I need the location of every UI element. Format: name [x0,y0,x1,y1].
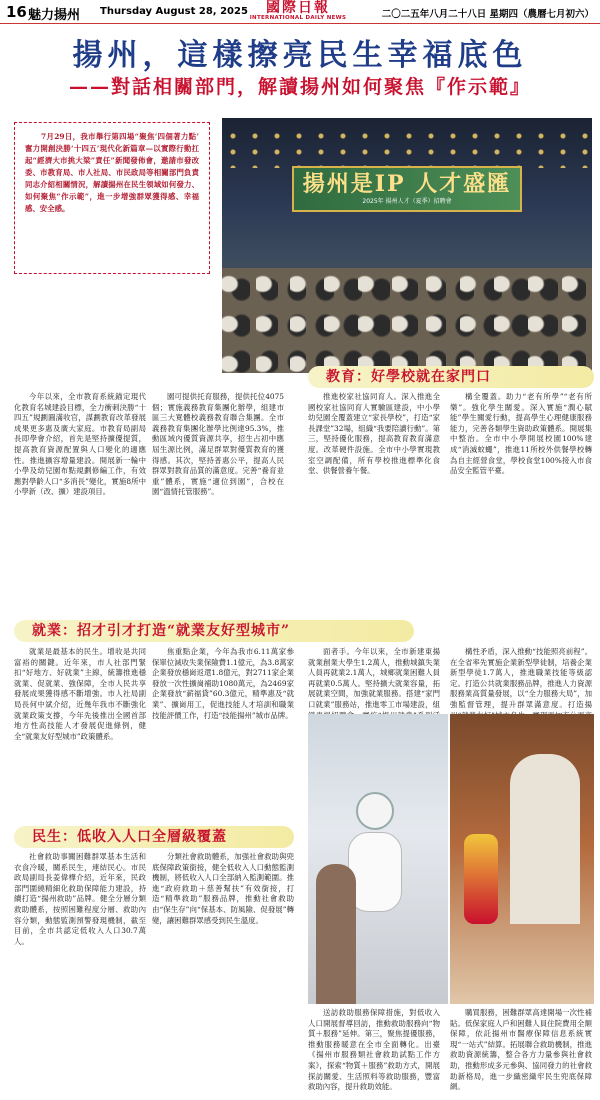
date-english: Thursday August 28, 2025 [100,6,248,17]
education-column-4 [450,392,592,614]
intro-text: 7月29日，我市舉行第四場“聚焦‘四個著力點’ 奮力開創決勝‘十四五’現代化新篇章—以實際行動扛起“經濟大市挑大梁”責任”新聞發佈會，邀請市發改委、市教育局、市人社局、市民政局等相關部門負責同志介紹相關情況，解讀揚州在民生領域如何發力、如何聚焦“作示範”，進一步增強群眾獲得感、幸福感、安全感。 [25,132,199,213]
robot-body [348,832,402,912]
livelihood-text-4: 購買服務，困難群眾高達開場一次性補貼。低保家庭人戶和困難人員住院費用全額保障，依託揚州市醫療保障信息系統實現“一站式”結算。拓展聯合救助機制，推進救助資源統籌，整合各方力量參與社會救助，推動形成多元參與、協同發力的社會救助新格局，進一步織密織牢民生兜底保障網。 [450,1008,592,1092]
livelihood-text-2: 分類社會救助體系，加强社會救助與兜底保障政策銜接，健全低收入人口動態監測機制，將低收入人口全部納入監測範圍。推進“政府救助＋慈善幫扶”有效銜接，打造“精準救助”服務品牌，推動社會救助由“保生存”向“保基本、防風險、促發展”轉變，讓困難群眾感受到民生溫度。 [152,852,294,925]
child-figure [316,864,356,1004]
employment-text-4: 構性矛盾，深入推動“技能照亮前程”。在全省率先實施企業新型學徒制，培養企業新型學徒1.7萬人，推進職業技能等級認定。打造公共就業服務品牌，推進人力資源服務業高質量發展，以“全力服務大局”，加強監督管理，提升群眾滿意度。打造揚 [450,647,592,709]
education-text-4: 構全覆蓋。助力“老有所學”“老有所樂”。強化學生關愛。深入實施“潤心賦能”學生關愛行動，提高學生心理健康服務能力，完善各類學生資助政策體系。開展集中整治。全市中小學開展校園100%建成“消滅蚊蠅”，推進11所校外供餐學校轉為自主經營食堂，學校食堂100%接入市食品安全監管平臺。 [450,392,592,476]
employment-text-3: 面者手。今年以來，全市新建東揚就業創業大學生1.2萬人，推動城鎮失業人員再就業2.1萬人，城鄉就業困難人員再就業0.5萬人。堅持擴大就業容量，拓展就業空間，加強就業服務。搭建“家門口就業”服務站，推進零工市場建設，組 [308,647,440,709]
employment-column-3 [308,647,440,709]
education-column-1 [14,392,146,614]
livelihood-column-3 [308,1008,440,1094]
section-banner-livelihood: 民生：低收入人口全層級覆蓋 [14,826,294,848]
fair-sign [292,166,522,212]
employment-column-4 [450,647,592,709]
subheadline: ——對話相關部門，解讀揚州如何聚焦『作示範』 [68,76,531,98]
date-chinese: 二〇二五年八月二十八日 星期四（農曆七月初六） [381,9,594,20]
photo-robot-kids [308,714,448,1004]
education-text-3: 推進校家社協同育人。深入推進全國校家社協同育人實驗區建設，中小學幼兒園全覆蓋建立“家長學校”，打造“家長課堂”32場，組織“我要陪讀行動”。第三，堅持優化服務，提高教育教育滿意度。改革硬件設施。全市中小學實現教室空調配備，所有學校推進標準化食堂、供餐營養午餐。 [308,392,440,476]
fair-sign-caption: 2025年 揚州人才（夏季）招聘會 [362,198,452,205]
section-banner-employment: 就業：招才引才打造“就業友好型城市” [14,620,414,642]
education-column-2 [152,392,284,614]
employment-text-1: 就業是最基本的民生。增收是共同富裕的關鍵。近年來，市人社部門緊扣“好地方、好就業”主線，統籌推進穩就業、促就業、強保障，全市人民共享發展成果獲得感不斷增強。市人社局副局長何中斌介紹，近幾年我市不斷強化就業政策支撐，今年先後推出全國首部地方性高技能人才發展促進條例，健全“就業友好型城市”政策體系。 [14,647,146,741]
employment-column-2 [152,647,294,819]
robot-head [356,792,394,830]
intro-box [14,122,210,274]
page-header [0,0,600,24]
employment-column-1 [14,647,146,819]
logo-chinese: 國際日報 [266,0,330,16]
page-number: 16 [6,3,27,21]
photo-job-fair [222,118,592,373]
livelihood-text-3: 送訪救助服務保障措施，對低收入人口開展督導回訪，推動救助服務向“物質＋服務”延伸。第三，聚焦提優服務，推動服務暖意在全市全面轉化。出臺《揚州市服務類社會救助試點工作方案》，探索“物質＋服務”救助方式，開展探訪關愛、生活照料等救助服務，豐富救助內容，提升救助效能。 [308,1008,440,1092]
newspaper-logo [246,1,350,22]
headline: 揚州，這樣擦亮民生幸福底色 [72,38,528,73]
livelihood-column-1 [14,852,146,1092]
fair-sign-text: 揚州是IP 人才盛匯 [302,171,512,197]
section-name: 魅力揚州 [28,8,81,23]
section-banner-education: 教育：好學校就在家門口 [308,366,594,388]
crowd [222,268,592,373]
performer-figure [510,754,580,924]
education-text-2: 園可提供托育服務，提供托位4075個；實施義務教育集團化辦學，組建市區三大寬體校義務教育聯合集團。全市義務教育集團化辦學比例達95.3%，推動區域內優質資源共享，招生占初中應屆生源比例，滿足群眾對優質教育的獲得感。其次，堅持普惠公平，提高人民群眾對教育品質的滿意度。完善“養育並重”體系，實施“適位到園”，合校在園“溫情托管服務”。 [152,392,284,497]
education-text-1: 今年以來，全市教育系統錨定現代化教育名城建設目標，全力衝刺決勝“十四五”規劃圓滿收官，謀劃教育改革發展成果更多惠及廣大家庭。市教育局副局長即學會介紹，首先是堅持擴優提質，提高教育資源配置與人口變化的適應性。推進擴容增量建設。開展新一輪中小學及幼兒園布點規劃修編工作，有效應對學齡人口“多消長”變化，實施8所中小學新（改、擴）建設項目。 [14,392,146,497]
livelihood-column-4 [450,1008,592,1094]
education-column-3 [308,392,440,614]
employment-text-2: 焦重點企業，今年為我市6.11萬家參保單位減收失業保險費1.1億元，為3.8萬家企業發放穩崗返還1.8億元，對2711家企業發放一次性擴崗補助1080萬元，為2469家企業發放“薪福貸”60.3億元，精準惠及“就業”、擴崗用工，促進技能人才培訓和職業技能評價工作，打造“技能揚州”城市品牌。 [152,647,294,720]
lights-decoration [222,128,592,168]
puppet [464,834,498,924]
photo-puppet-show [450,714,594,1004]
livelihood-text-1: 社會救助事關困難群眾基本生活和衣食冷暖，關系民生，連結民心。市民政局副局長姜偉樺介紹，近年來，民政部門圍繞精細化救助保障能力建設，持續打造“揚州救助”品牌。健全分層分類救助體系，按照困難程度分層、救助內容分類，動態監測預警發現機制，截至目前，全市共認定低收入人口30.7萬人。 [14,852,146,946]
logo-english: INTERNATIONAL DAILY NEWS [249,15,347,21]
livelihood-column-2 [152,852,294,1092]
